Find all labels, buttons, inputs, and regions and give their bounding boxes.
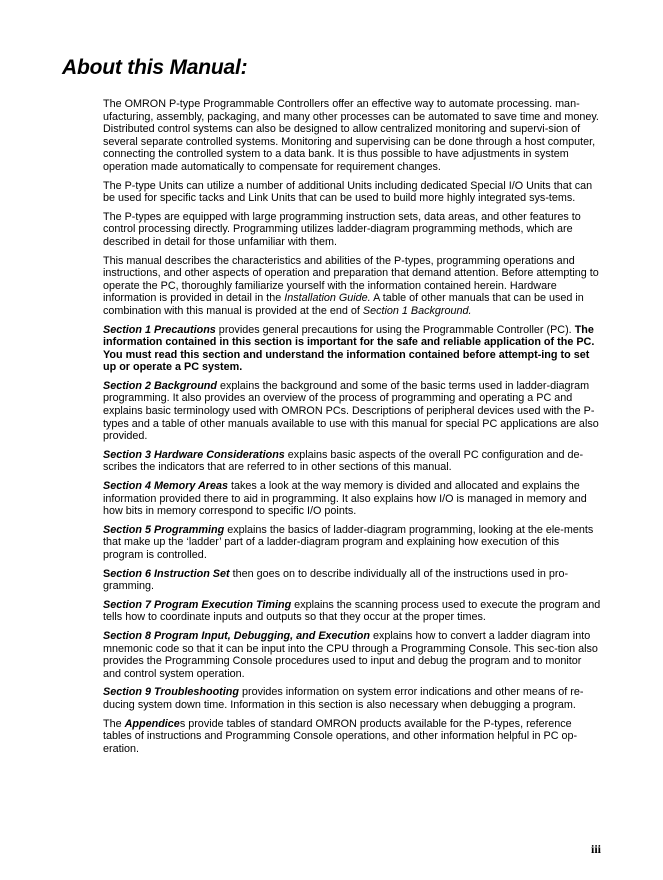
section-9-text: provides information on system error indications and other means of re-ducing system down time. Information in this section is also necessary when debugging a program. bbox=[103, 686, 584, 711]
section-7-heading: Section 7 Program Execution Timing bbox=[103, 598, 292, 611]
overview-paragraph bbox=[103, 255, 601, 318]
section-5-heading: Section 5 Programming bbox=[103, 523, 225, 536]
section-1-ref: Section 1 Background. bbox=[362, 304, 472, 317]
appendices-heading: Appendice bbox=[124, 717, 180, 730]
intro-paragraph-2: The P-type Units can utilize a number of additional Units including dedicated Special I/O Units that can be used for specific tacks and Link Units that can be used to build more highly integrated sys-tems. bbox=[103, 179, 593, 205]
appendices-prefix: The bbox=[103, 717, 125, 730]
section-4-text: takes a look at the way memory is divided and allocated and explains the information provided there to aid in programming. It also explains how I/O is managed in memory and how bits in memory correspond to specific I/O points. bbox=[103, 480, 587, 518]
section-2-text: explains the background and some of the basic terms used in ladder-diagram programming. It also provides an overview of the process of programming and operating a PC and explains basic terminology used with OMRON PCs. Descriptions of peripheral devices used with the P-types and a table of other manuals available to use with this manual for special PC applications are also provided. bbox=[103, 379, 599, 443]
page-number: iii bbox=[590, 842, 601, 856]
section-8-paragraph bbox=[103, 630, 601, 680]
section-5-paragraph bbox=[103, 524, 601, 562]
section-7-paragraph bbox=[103, 599, 601, 624]
section-6-paragraph bbox=[103, 568, 601, 593]
section-2-paragraph bbox=[103, 380, 601, 443]
overview-text-2: A table of other manuals that can be used in combination with this manual is provided at the end of bbox=[103, 292, 584, 317]
section-4-heading: Section 4 Memory Areas bbox=[103, 480, 229, 493]
section-1-paragraph bbox=[103, 324, 601, 374]
section-6-heading-lead: S bbox=[103, 567, 111, 580]
section-4-paragraph bbox=[103, 480, 601, 518]
section-3-paragraph bbox=[103, 449, 601, 474]
intro-paragraph-3: The P-types are equipped with large programming instruction sets, data areas, and other features to control processing directly. Programming utilizes ladder-diagram programming methods, which are described in detail for those unfamiliar with them. bbox=[103, 210, 581, 248]
section-1-heading: Section 1 Precautions bbox=[103, 323, 216, 336]
intro-paragraph-1: The OMRON P-type Programmable Controllers offer an effective way to automate processing. man-ufacturing, assembly, packaging, and many other processes can be automated to save time and money. Distributed control systems can also be designed to allow centralized monitoring and supervi-sion of several separate controlled systems. Monitoring and supervising can be done through a host computer, connecting the controlled system to a data bank. It is thus possible to have adjustments in system operation made automatically to compensate for requirement changes. bbox=[103, 98, 599, 173]
section-1-text: provides general precautions for using the Programmable Controller (PC). bbox=[215, 323, 572, 336]
section-5-text: explains the basics of ladder-diagram programming, looking at the ele-ments that make up the ‘ladder’ part of a ladder-diagram program and explaining how execution of this program is controlled. bbox=[103, 523, 594, 561]
appendices-paragraph bbox=[103, 718, 601, 756]
manual-body bbox=[103, 98, 601, 761]
section-3-heading: Section 3 Hardware Considerations bbox=[103, 448, 285, 461]
section-9-heading: Section 9 Troubleshooting bbox=[103, 686, 239, 699]
installation-guide-ref: Installation Guide. bbox=[284, 292, 371, 305]
section-7-text: explains the scanning process used to execute the program and tells how to coordinate inputs and outputs so that they occur at the proper times. bbox=[103, 598, 601, 624]
section-6-text: then goes on to describe individually all of the instructions used in pro-gramming. bbox=[103, 567, 569, 593]
section-9-paragraph bbox=[103, 686, 601, 711]
section-2-heading: Section 2 Background bbox=[103, 379, 217, 392]
section-1-warning: The information contained in this section is important for the safe and reliable application of the PC. You must read this section and understand the information contained before attempt-ing to set up or operate a PC system. bbox=[103, 323, 595, 374]
section-8-text: explains how to convert a ladder diagram into mnemonic code so that it can be input into the CPU through a Programming Console. This sec-tion also provides the Programming Console procedures used to input and debug the program and to monitor and control system operation. bbox=[103, 629, 598, 680]
section-3-text: explains basic aspects of the overall PC configuration and de-scribes the indicators that are referred to in other sections of this manual. bbox=[103, 448, 584, 474]
appendices-text: s provide tables of standard OMRON products available for the P-types, reference tables of instructions and Programming Console operations, and other information helpful in PC op-eration. bbox=[103, 717, 578, 755]
section-6-heading: ection 6 Instruction Set bbox=[110, 567, 230, 580]
section-8-heading: Section 8 Program Input, Debugging, and Execution bbox=[103, 629, 370, 642]
page-title: About this Manual: bbox=[62, 56, 248, 79]
overview-text-1: This manual describes the characteristics and abilities of the P-types, programming operations and instructions, and other aspects of operation and preparation that demand attention. Before attempting to operate the PC, thoroughly familiarize yourself with the information contained herein. Hardware information is provided in detail in the bbox=[103, 254, 599, 305]
